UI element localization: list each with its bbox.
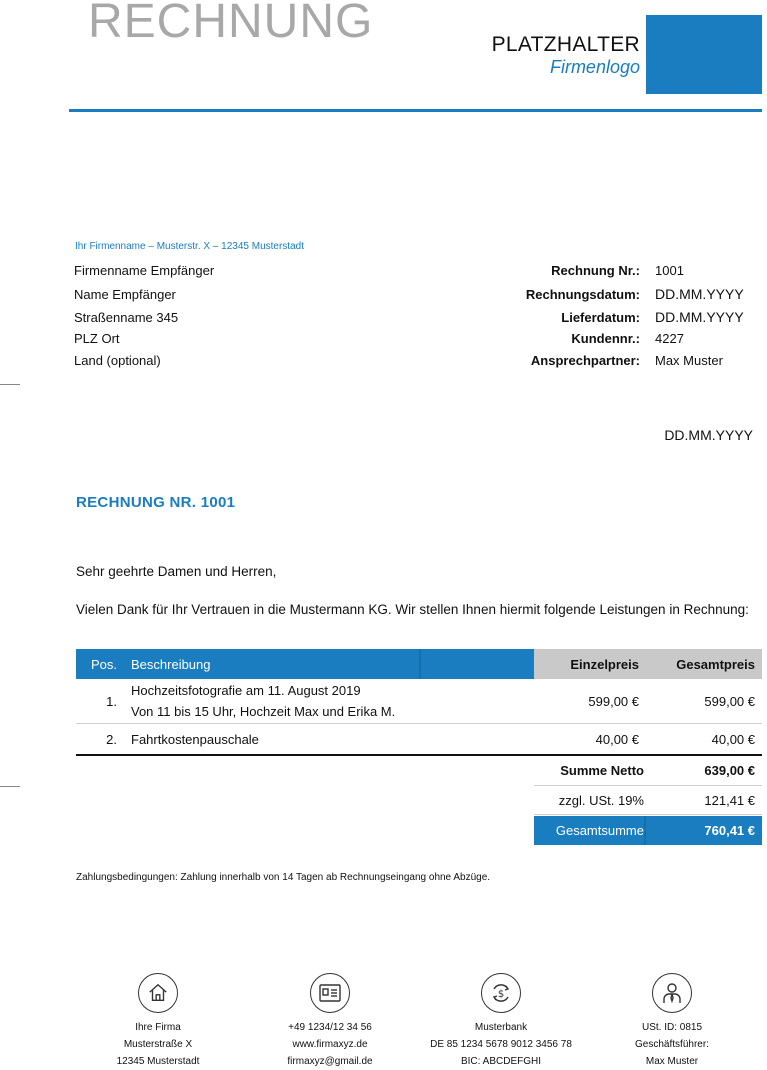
footer-website: www.firmaxyz.de xyxy=(292,1039,368,1050)
row-description: Fahrtkostenpauschale xyxy=(124,724,534,756)
footer-bank-name: Musterbank xyxy=(474,1022,528,1033)
footer-bic: BIC: ABCDEFGHI xyxy=(460,1056,541,1067)
recipient-name: Name Empfänger xyxy=(74,287,176,302)
summary-gross-row xyxy=(534,816,762,845)
footer-iban: DE 85 1234 5678 9012 3456 78 xyxy=(430,1039,572,1050)
footer-email: firmaxyz@gmail.de xyxy=(287,1056,373,1067)
col-header-total-price: Gesamtpreis xyxy=(646,649,762,679)
summary-vat-label: zzgl. USt. 19% xyxy=(558,793,644,808)
fold-mark xyxy=(0,384,20,385)
logo-text xyxy=(492,33,640,77)
meta-value-contact: Max Muster xyxy=(655,353,723,368)
row-pos: 2. xyxy=(76,724,124,756)
row-pos: 1. xyxy=(76,679,124,724)
footer-bank xyxy=(411,973,591,1070)
invoice-heading: RECHNUNG NR. 1001 xyxy=(76,494,236,511)
summary-net-value: 639,00 € xyxy=(704,763,755,778)
recipient-street: Straßenname 345 xyxy=(74,310,179,325)
header-divider xyxy=(69,109,762,112)
summary-vat-row xyxy=(534,786,762,815)
summary-gross-value: 760,41 € xyxy=(704,823,755,838)
footer-ceo-label: Geschäftsführer: xyxy=(635,1039,709,1050)
meta-label-contact: Ansprechpartner: xyxy=(530,353,640,368)
footer-phone: +49 1234/12 34 56 xyxy=(288,1022,372,1033)
logo-line2: Firmenlogo xyxy=(549,57,640,77)
row-description-line1: Hochzeitsfotografie am 11. August 2019 xyxy=(131,683,361,698)
document-date: DD.MM.YYYY xyxy=(664,427,753,443)
summary-net-row xyxy=(534,755,762,786)
meta-value-invoice-no: 1001 xyxy=(655,263,684,278)
summary-divider xyxy=(644,816,646,845)
logo-line1: PLATZHALTER xyxy=(491,33,640,56)
fold-mark xyxy=(0,786,20,787)
row-total-price: 40,00 € xyxy=(646,724,762,756)
footer-management xyxy=(582,973,762,1070)
row-description-line2: Von 11 bis 15 Uhr, Hochzeit Max und Erika M. xyxy=(131,704,396,719)
footer-company-line2: Musterstraße X xyxy=(123,1039,193,1050)
meta-value-delivery-date: DD.MM.YYYY xyxy=(655,309,744,325)
meta-value-customer-no: 4227 xyxy=(655,331,684,346)
payment-conditions: Zahlungsbedingungen: Zahlung innerhalb von 14 Tagen ab Rechnungseingang ohne Abzüge. xyxy=(76,872,491,883)
row-description xyxy=(124,679,534,724)
footer-company xyxy=(68,973,248,1070)
row-unit-price: 40,00 € xyxy=(534,724,646,756)
col-header-unit-price: Einzelpreis xyxy=(534,649,646,679)
table-header-row xyxy=(76,649,762,679)
logo-placeholder xyxy=(646,15,762,94)
recipient-city: PLZ Ort xyxy=(74,331,120,346)
meta-label-invoice-no: Rechnung Nr.: xyxy=(551,263,640,278)
person-icon xyxy=(652,973,692,1013)
document-title: RECHNUNG xyxy=(88,0,374,48)
meta-label-delivery-date: Lieferdatum: xyxy=(561,310,640,325)
footer-ceo-name: Max Muster xyxy=(645,1056,699,1067)
meta-label-customer-no: Kundennr.: xyxy=(571,331,640,346)
footer-company-line1: Ihre Firma xyxy=(135,1022,181,1033)
summary-gross-label: Gesamtsumme xyxy=(555,823,644,838)
home-icon xyxy=(138,973,178,1013)
greeting: Sehr geehrte Damen und Herren, xyxy=(76,564,277,579)
recipient-country: Land (optional) xyxy=(74,353,161,368)
contact-card-icon xyxy=(310,973,350,1013)
table-row xyxy=(76,679,762,724)
items-table xyxy=(76,649,762,756)
footer-contact xyxy=(240,973,420,1070)
svg-text:$: $ xyxy=(497,989,505,1000)
intro-text: Vielen Dank für Ihr Vertrauen in die Mustermann KG. Wir stellen Ihnen hiermit folgende Leistungen in Rechnung: xyxy=(76,602,749,617)
row-unit-price: 599,00 € xyxy=(534,679,646,724)
recipient-company: Firmenname Empfänger xyxy=(74,263,215,278)
footer-vat-id: USt. ID: 0815 xyxy=(641,1022,703,1033)
meta-label-invoice-date: Rechnungsdatum: xyxy=(525,287,640,302)
col-header-pos: Pos. xyxy=(76,649,124,679)
summary-net-label: Summe Netto xyxy=(560,763,644,778)
table-row xyxy=(76,724,762,756)
col-header-description: Beschreibung xyxy=(124,649,534,679)
row-total-price: 599,00 € xyxy=(646,679,762,724)
footer-company-line3: 12345 Musterstadt xyxy=(116,1056,200,1067)
meta-value-invoice-date: DD.MM.YYYY xyxy=(655,286,744,302)
summary-vat-value: 121,41 € xyxy=(704,793,755,808)
sender-line: Ihr Firmenname – Musterstr. X – 12345 Musterstadt xyxy=(75,241,304,252)
bank-money-icon xyxy=(481,973,521,1013)
